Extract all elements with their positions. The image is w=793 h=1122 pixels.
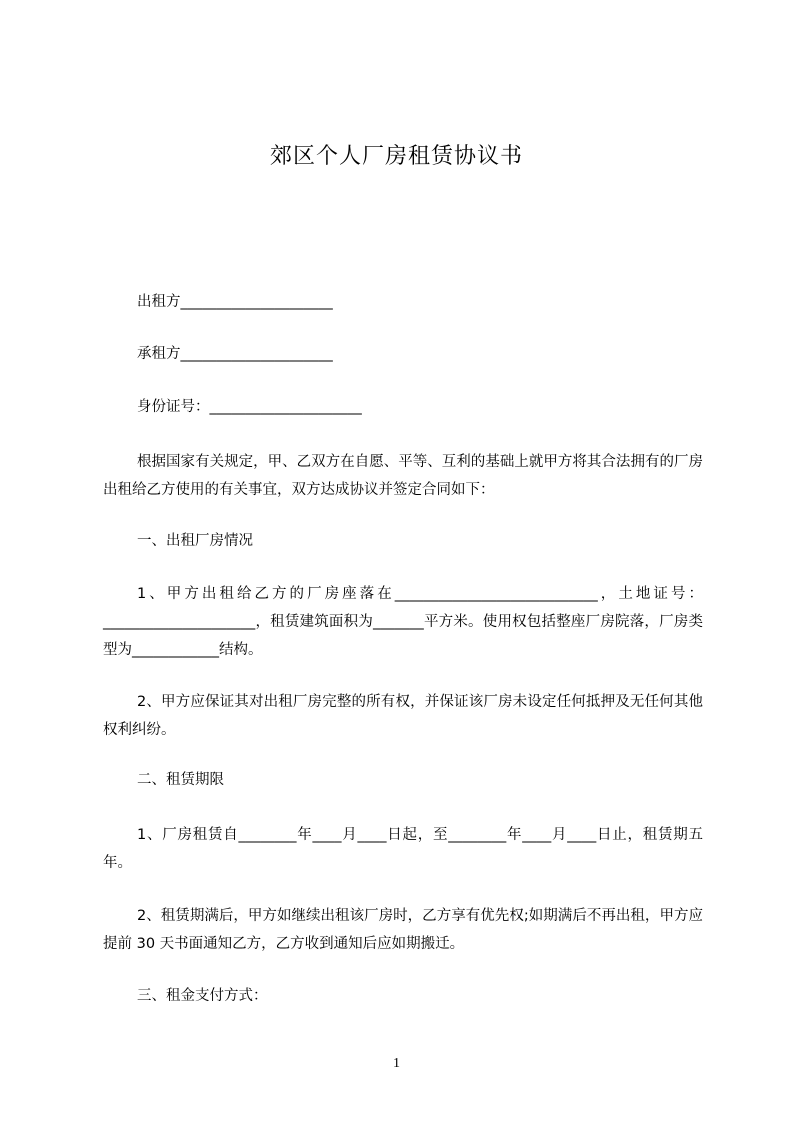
section1-item2-paragraph xyxy=(103,688,703,744)
section1-item1-text: 1、甲方出租给乙方的厂房座落在____________________________，土地证号：_____________________，租赁建筑面积为_______平方米。使用权包括整座厂房院落，厂房类型为____________结构。 xyxy=(103,586,703,658)
document-title: 郊区个人厂房租赁协议书 xyxy=(269,144,523,169)
section2-item2-paragraph xyxy=(103,902,703,958)
section1-item1-paragraph xyxy=(103,580,703,664)
intro-text: 根据国家有关规定，甲、乙双方在自愿、平等、互利的基础上就甲方将其合法拥有的厂房出租给乙方使用的有关事宜，双方达成协议并签定合同如下： xyxy=(103,454,703,498)
lessee-line: 承租方_____________________ xyxy=(137,346,333,362)
id-number-line: 身份证号：_____________________ xyxy=(137,399,362,415)
section2-item1-paragraph xyxy=(103,821,703,877)
intro-paragraph xyxy=(103,448,703,504)
section1-item2-text: 2、甲方应保证其对出租厂房完整的所有权，并保证该厂房未设定任何抵押及无任何其他权利纠纷。 xyxy=(103,694,703,738)
section1-heading: 一、出租厂房情况 xyxy=(137,533,253,549)
page-number: 1 xyxy=(393,1056,400,1071)
lessor-line: 出租方_____________________ xyxy=(137,294,333,310)
section2-heading: 二、租赁期限 xyxy=(137,772,224,788)
section3-heading: 三、租金支付方式： xyxy=(137,988,268,1004)
section2-item2-text: 2、租赁期满后，甲方如继续出租该厂房时，乙方享有优先权;如期满后不再出租，甲方应提前 30 天书面通知乙方，乙方收到通知后应如期搬迁。 xyxy=(103,908,703,952)
section2-item1-text: 1、厂房租赁自________年____月____日起，至________年____月____日止，租赁期五年。 xyxy=(103,827,703,871)
